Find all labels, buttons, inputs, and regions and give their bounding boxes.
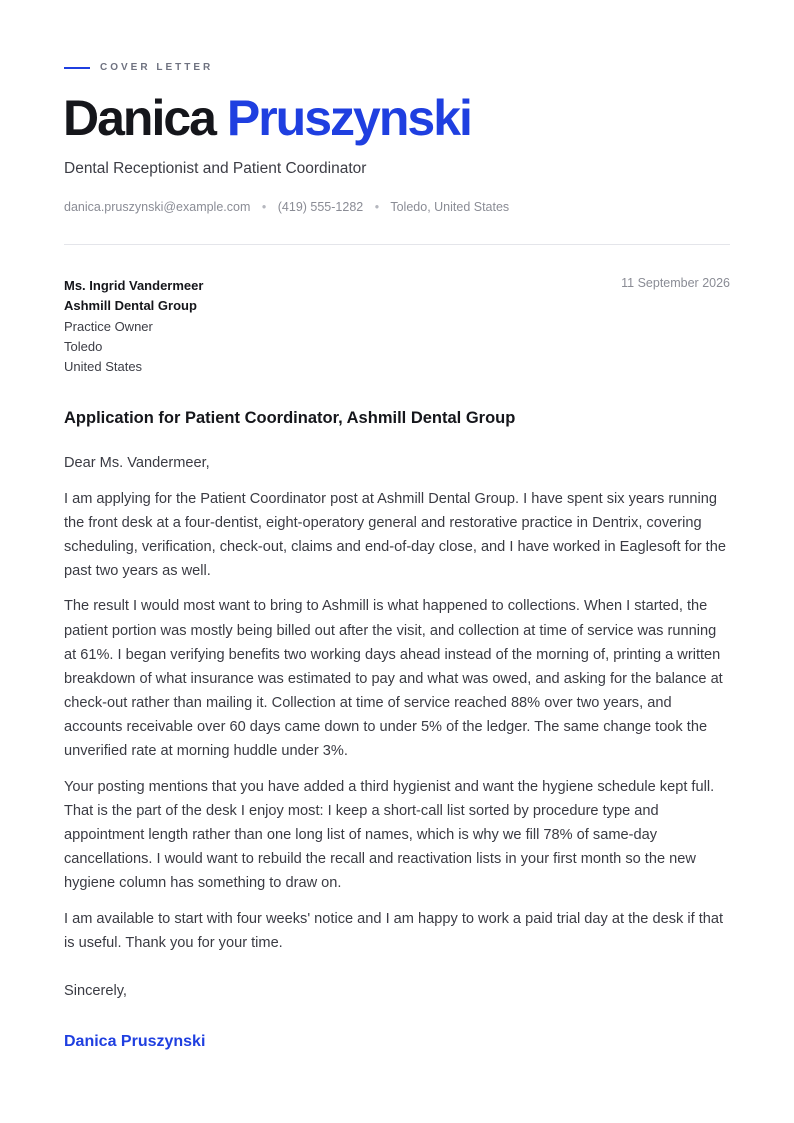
contact-separator: • (374, 200, 380, 214)
letter-date: 11 September 2026 (621, 276, 730, 290)
recipient-company: Ashmill Dental Group (64, 298, 197, 314)
body-paragraph: I am applying for the Patient Coordinator post at Ashmill Dental Group. I have spent six years running the front desk at a four-dentist, eight-operatory general and restorative practice in Dentrix, covering scheduling, verification, check-out, claims and end-of-day close, and I have worked in Eaglesoft for the past two years as well. (64, 490, 726, 579)
eyebrow (64, 62, 213, 73)
applicant-first-name: Danica (63, 90, 215, 146)
applicant-role: Dental Receptionist and Patient Coordinator (64, 160, 367, 177)
eyebrow-accent-rule (64, 67, 90, 69)
contact-email: danica.pruszynski@example.com (64, 200, 251, 214)
body-paragraph: Your posting mentions that you have added a third hygienist and want the hygiene schedule kept full. That is the part of the desk I enjoy most: I keep a short-call list sorted by procedure type and appointment length rather than one long list of names, which is why we fill 78% of same-day cancellations. I would want to rebuild the recall and reactivation lists in your first month so the new hygiene column has something to draw on. (64, 778, 715, 891)
applicant-last-name: Pruszynski (226, 90, 471, 146)
recipient-country: United States (64, 359, 143, 375)
recipient-city: Toledo (64, 338, 103, 354)
applicant-name (63, 86, 471, 150)
header-divider (64, 244, 730, 245)
salutation: Dear Ms. Vandermeer, (64, 455, 210, 471)
letter-body (64, 451, 732, 966)
letter-subject: Application for Patient Coordinator, Ashmill Dental Group (64, 409, 516, 427)
contact-separator: • (261, 200, 267, 214)
recipient-block (64, 276, 203, 377)
body-paragraph: I am available to start with four weeks' notice and I am happy to work a paid trial day at the desk if that is useful. Thank you for your time. (64, 910, 724, 951)
signature: Danica Pruszynski (64, 1033, 206, 1050)
contact-phone: (419) 555-1282 (277, 200, 364, 214)
eyebrow-label: COVER LETTER (100, 62, 214, 73)
contact-location: Toledo, United States (390, 200, 510, 214)
closing: Sincerely, (64, 983, 127, 999)
contact-line (64, 200, 509, 214)
recipient-title: Practice Owner (64, 318, 153, 334)
body-paragraph: The result I would most want to bring to Ashmill is what happened to collections. When I started, the patient portion was mostly being billed out after the visit, and collection at time of service was running at 61%. I began verifying benefits two working days ahead instead of the morning of, printing a written breakdown of what insurance was estimated to pay and what was owed, and asking for the balance at check-out rather than mailing it. Collection at time of service reached 88% over two years, and accounts receivable over 60 days came down to under 5% of the ledger. The same change took the unverified rate at morning huddle under 3%. (64, 598, 723, 760)
recipient-name: Ms. Ingrid Vandermeer (64, 278, 204, 293)
